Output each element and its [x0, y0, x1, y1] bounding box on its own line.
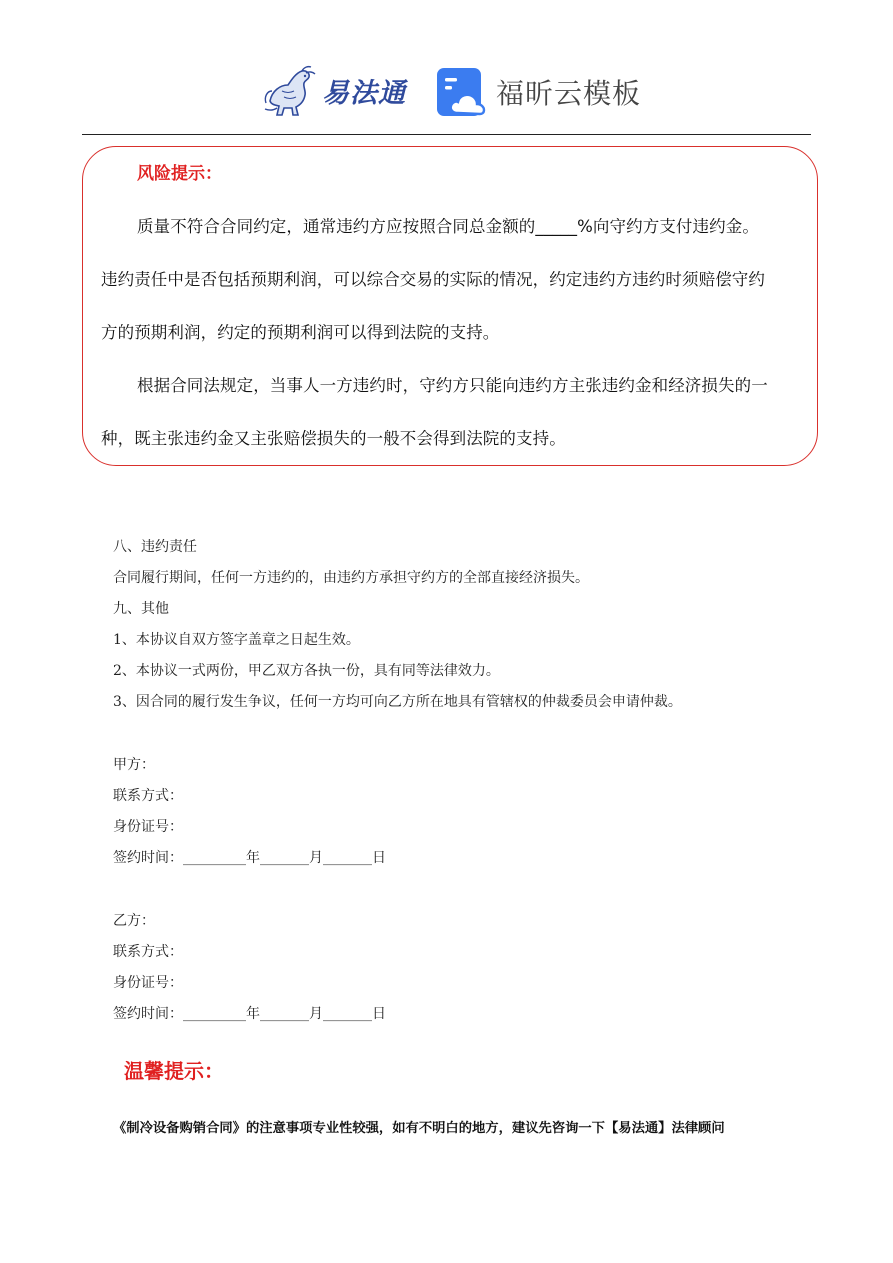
party-b-id-number: 身份证号： — [113, 975, 183, 991]
yifatong-logo-text: 易法通 — [322, 77, 406, 109]
cloud-document-icon — [436, 67, 486, 117]
party-b-label: 乙方： — [113, 913, 155, 929]
section-heading-breach: 八、违约责任 — [113, 539, 197, 555]
risk-notice-line: 方的预期利润，约定的预期利润可以得到法院的支持。 — [101, 323, 500, 342]
warm-tip-title: 温馨提示： — [124, 1059, 224, 1083]
risk-notice-box — [82, 146, 818, 466]
clause-text: 1、本协议自双方签字盖章之日起生效。 — [113, 632, 360, 648]
qilin-mascot-icon — [262, 61, 320, 119]
clause-text: 3、因合同的履行发生争议，任何一方均可向乙方所在地具有管辖权的仲裁委员会申请仲裁。 — [113, 694, 682, 710]
risk-notice-line: 违约责任中是否包括预期利润，可以综合交易的实际的情况，约定违约方违约时须赔偿守约 — [101, 270, 765, 289]
risk-notice-line: 种，既主张违约金又主张赔偿损失的一般不会得到法院的支持。 — [101, 429, 566, 448]
warm-tip-text: 《制冷设备购销合同》的注意事项专业性较强，如有不明白的地方，建议先咨询一下【易法通】法律顾问 — [113, 1121, 725, 1136]
party-a-sign-date: 签约时间：_________年_______月_______日 — [113, 850, 386, 866]
risk-notice-line: 根据合同法规定，当事人一方违约时，守约方只能向违约方主张违约金和经济损失的一 — [137, 376, 768, 395]
clause-text: 合同履行期间，任何一方违约的，由违约方承担守约方的全部直接经济损失。 — [113, 570, 589, 586]
party-b-contact: 联系方式： — [113, 944, 183, 960]
party-a-contact: 联系方式： — [113, 788, 183, 804]
header-divider — [82, 134, 811, 135]
yifatong-logo — [262, 60, 406, 120]
section-heading-other: 九、其他 — [113, 601, 169, 617]
foxit-template-logo-text: 福昕云模板 — [496, 77, 642, 110]
clause-text: 2、本协议一式两份，甲乙双方各执一份，具有同等法律效力。 — [113, 663, 500, 679]
risk-notice-line: 质量不符合合同约定，通常违约方应按照合同总金额的_____%向守约方支付违约金。 — [137, 217, 759, 236]
party-a-label: 甲方： — [113, 757, 155, 773]
party-a-id-number: 身份证号： — [113, 819, 183, 835]
party-b-sign-date: 签约时间：_________年_______月_______日 — [113, 1006, 386, 1022]
foxit-template-logo — [436, 66, 641, 118]
risk-notice-title: 风险提示： — [137, 164, 222, 184]
page-header — [0, 60, 893, 124]
